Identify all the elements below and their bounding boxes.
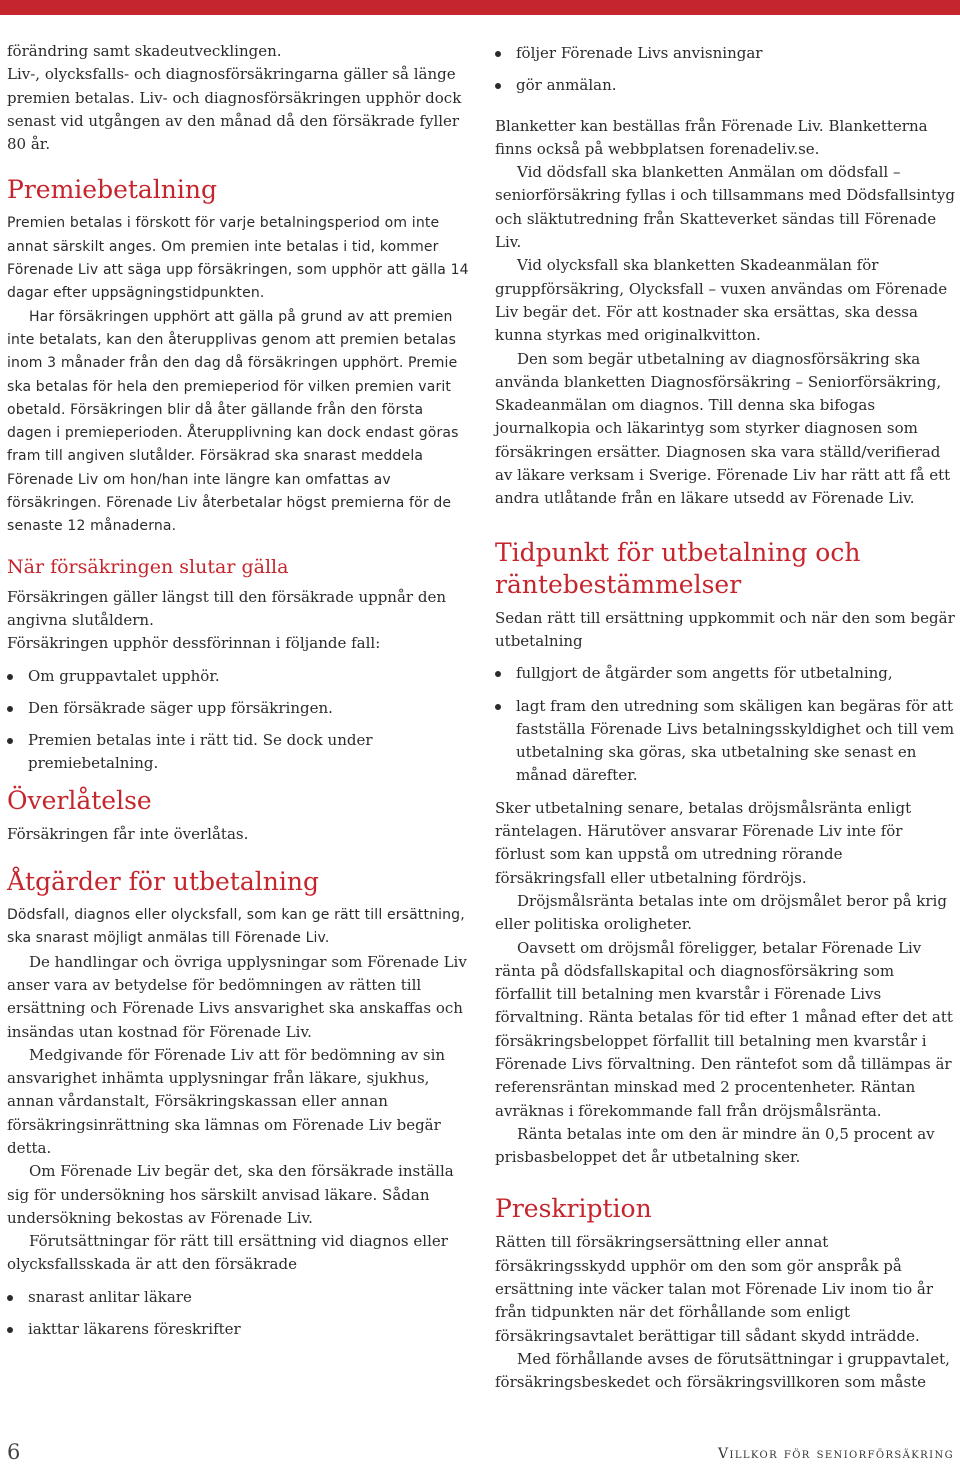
atgarder-paragraph-5: Förutsättningar för rätt till ersättning vid diagnos eller olycksfallsskada är att den försäkrade <box>7 1232 448 1274</box>
bullet-icon <box>7 738 13 744</box>
atgarder-paragraph-1: Dödsfall, diagnos eller olycksfall, som kan ge rätt till ersättning, ska snarast möjligt anmälas till Förenade Liv. <box>7 907 465 947</box>
heading-atgarder-for-utbetalning: Åtgärder för utbetalning <box>7 867 319 897</box>
atgarder-bullet-list <box>7 1286 470 1342</box>
bullet-icon <box>7 706 13 712</box>
blanketter-paragraph: Blanketter kan beställas från Förenade Liv. Blanketterna finns också på webbplatsen forenadeliv.se. <box>495 116 928 158</box>
list-item: gör anmälan. <box>495 74 955 97</box>
atgarder-paragraph-2: De handlingar och övriga upplysningar som Förenade Liv anser vara av betydelse för bedömningen av rätten till ersättning och Förenade Livs ansvarighet ska anskaffas och insändas utan kostnad för Förenade Liv. <box>7 952 467 1041</box>
diagnos-paragraph: Den som begär utbetalning av diagnosförsäkring ska använda blanketten Diagnosförsäkring – Seniorförsäkring, Skadeanmälan om diagnos. Till denna ska bifogas journalkopia och läkarintyg som styrker diagnosen som försäkringen ersätter. Diagnosen ska vara ställd/verifierad av läkare verksam i Sverige. Förenade Liv har rätt att få ett andra utlåtande från en läkare utsedd av Förenade Liv. <box>495 349 951 508</box>
olycksfall-paragraph: Vid olycksfall ska blanketten Skadeanmälan för gruppförsäkring, Olycksfall – vuxen användas om Förenade Liv begär det. För att kostnader ska ersättas, ska dessa kunna styrkas med originalkvitton. <box>495 256 948 345</box>
slutar-bullet-list <box>7 665 470 776</box>
list-item: Den försäkrade säger upp försäkringen. <box>7 697 470 720</box>
bullet-icon <box>7 1327 13 1333</box>
bullet-icon <box>495 83 501 89</box>
preskription-paragraph-1: Rätten till försäkringsersättning eller annat försäkringsskydd upphör om den som gör anspråk på ersättning inte väcker talan mot Förenade Liv inom tio år från tidpunkten när det förhållande som enligt försäkringsavtalet berättigar till sådant skydd inträdde. <box>495 1233 934 1345</box>
premiebetalning-paragraph-1: Premien betalas i förskott för varje betalningsperiod om inte annat särskilt anges. Om premien inte betalas i tid, kommer Förenade Liv att säga upp försäkringen, som upphör att gälla 14 dagar efter uppsägningstidpunkten. <box>7 215 469 302</box>
tidpunkt-paragraph-2: Sker utbetalning senare, betalas dröjsmålsränta enligt räntelagen. Härutöver ansvarar Förenade Liv inte för förlust som kan uppstå om utredning rörande försäkringsfall eller utbetalning fördröjs. <box>495 798 912 887</box>
list-item: fullgjort de åtgärder som angetts för utbetalning, <box>495 662 955 685</box>
tidpunkt-paragraph-4: Oavsett om dröjsmål föreligger, betalar Förenade Liv ränta på dödsfallskapital och diagnosförsäkring som förfallit till betalning men kvarstår i Förenade Livs förvaltning. Ränta betalas för tid efter 1 månad efter det att försäkringsbeloppet förfallit till betalning men kvarstår i Förenade Livs förvaltning. Den räntefot som då tillämpas är referensräntan minskad med 2 procentenheter. Räntan avräknas i förekommande fall från dröjsmålsränta. <box>495 938 953 1120</box>
list-item: snarast anlitar läkare <box>7 1286 470 1309</box>
heading-premiebetalning: Premiebetalning <box>7 175 218 205</box>
slutar-paragraph-1: Försäkringen gäller längst till den försäkrade uppnår den angivna slutåldern. <box>7 587 446 629</box>
bullet-icon <box>495 671 501 677</box>
tidpunkt-bullet-list <box>495 662 955 787</box>
premiebetalning-paragraph-2: Har försäkringen upphört att gälla på grund av att premien inte betalats, kan den återupplivas genom att premien betalas inom 3 månader från den dag då försäkringen upphört. Premie ska betalas för hela den premieperiod för vilken premien varit obetald. Försäkringen blir då åter gällande från den första dagen i premieperioden. Återupplivning kan dock endast göras fram till angiven slutålder. Försäkrad ska snarast meddela Förenade Liv om hon/han inte längre kan omfattas av försäkringen. Förenade Liv återbetalar högst premierna för de senaste 12 månaderna. <box>7 308 459 535</box>
atgarder-paragraph-4: Om Förenade Liv begär det, ska den försäkrade inställa sig för undersökning hos särskilt anvisad läkare. Sådan undersökning bekostas av Förenade Liv. <box>7 1162 454 1227</box>
preskription-paragraph-2: Med förhållande avses de förutsättningar i gruppavtalet, försäkringsbeskedet och försäkringsvillkoren som måste <box>495 1349 950 1392</box>
dodsfall-paragraph: Vid dödsfall ska blanketten Anmälan om dödsfall – seniorförsäkring fyllas i och tillsammans med Dödsfallsintyg och släktutredning från Skatteverket sändas till Förenade Liv. <box>495 163 955 252</box>
bullet-icon <box>495 51 501 57</box>
overlatelse-paragraph: Försäkringen får inte överlåtas. <box>7 824 249 843</box>
anmalan-bullet-list <box>495 42 955 98</box>
list-item: följer Förenade Livs anvisningar <box>495 42 955 65</box>
left-column <box>7 40 470 1350</box>
page-number: 6 <box>7 1440 21 1464</box>
tidpunkt-paragraph-3: Dröjsmålsränta betalas inte om dröjsmålet beror på krig eller politiska oroligheter. <box>495 891 947 934</box>
heading-nar-forsakringen-slutar: När försäkringen slutar gälla <box>7 555 289 578</box>
bullet-icon <box>495 704 501 710</box>
heading-preskription: Preskription <box>495 1194 652 1224</box>
list-item: lagt fram den utredning som skäligen kan begäras för att fastställa Förenade Livs betalningsskyldighet och till vem utbetalning ska göras, ska utbetalning ske senast en månad därefter. <box>495 695 955 788</box>
tidpunkt-paragraph-5: Ränta betalas inte om den är mindre än 0,5 procent av prisbasbeloppet det år utbetalning sker. <box>495 1124 935 1167</box>
list-item: Om gruppavtalet upphör. <box>7 665 470 688</box>
heading-overlatelse: Överlåtelse <box>7 785 152 815</box>
list-item: iakttar läkarens föreskrifter <box>7 1318 470 1341</box>
slutar-paragraph-2: Försäkringen upphör dessförinnan i följande fall: <box>7 634 381 653</box>
top-accent-bar <box>0 0 960 16</box>
bullet-icon <box>7 1295 13 1301</box>
intro-paragraph: Liv-, olycksfalls- och diagnosförsäkringarna gäller så länge premien betalas. Liv- och diagnosförsäkringen upphör dock senast vid utgången av den månad då den försäkrade fyller 80 år. <box>7 65 462 154</box>
intro-line: förändring samt skadeutvecklingen. <box>7 42 282 60</box>
list-item: Premien betalas inte i rätt tid. Se dock under premiebetalning. <box>7 729 470 776</box>
right-column <box>495 42 955 1395</box>
footer-title: Villkor för seniorförsäkring <box>717 1446 954 1462</box>
atgarder-paragraph-3: Medgivande för Förenade Liv att för bedömning av sin ansvarighet inhämta upplysningar från läkare, sjukhus, annan vårdanstalt, Försäkringskassan eller annan försäkringsinrättning ska lämnas om Förenade Liv begär detta. <box>7 1045 446 1157</box>
heading-tidpunkt-for-utbetalning: Tidpunkt för utbetalning och räntebestämmelser <box>495 537 861 599</box>
tidpunkt-paragraph-1: Sedan rätt till ersättning uppkommit och när den som begär utbetalning <box>495 608 955 650</box>
bullet-icon <box>7 674 13 680</box>
